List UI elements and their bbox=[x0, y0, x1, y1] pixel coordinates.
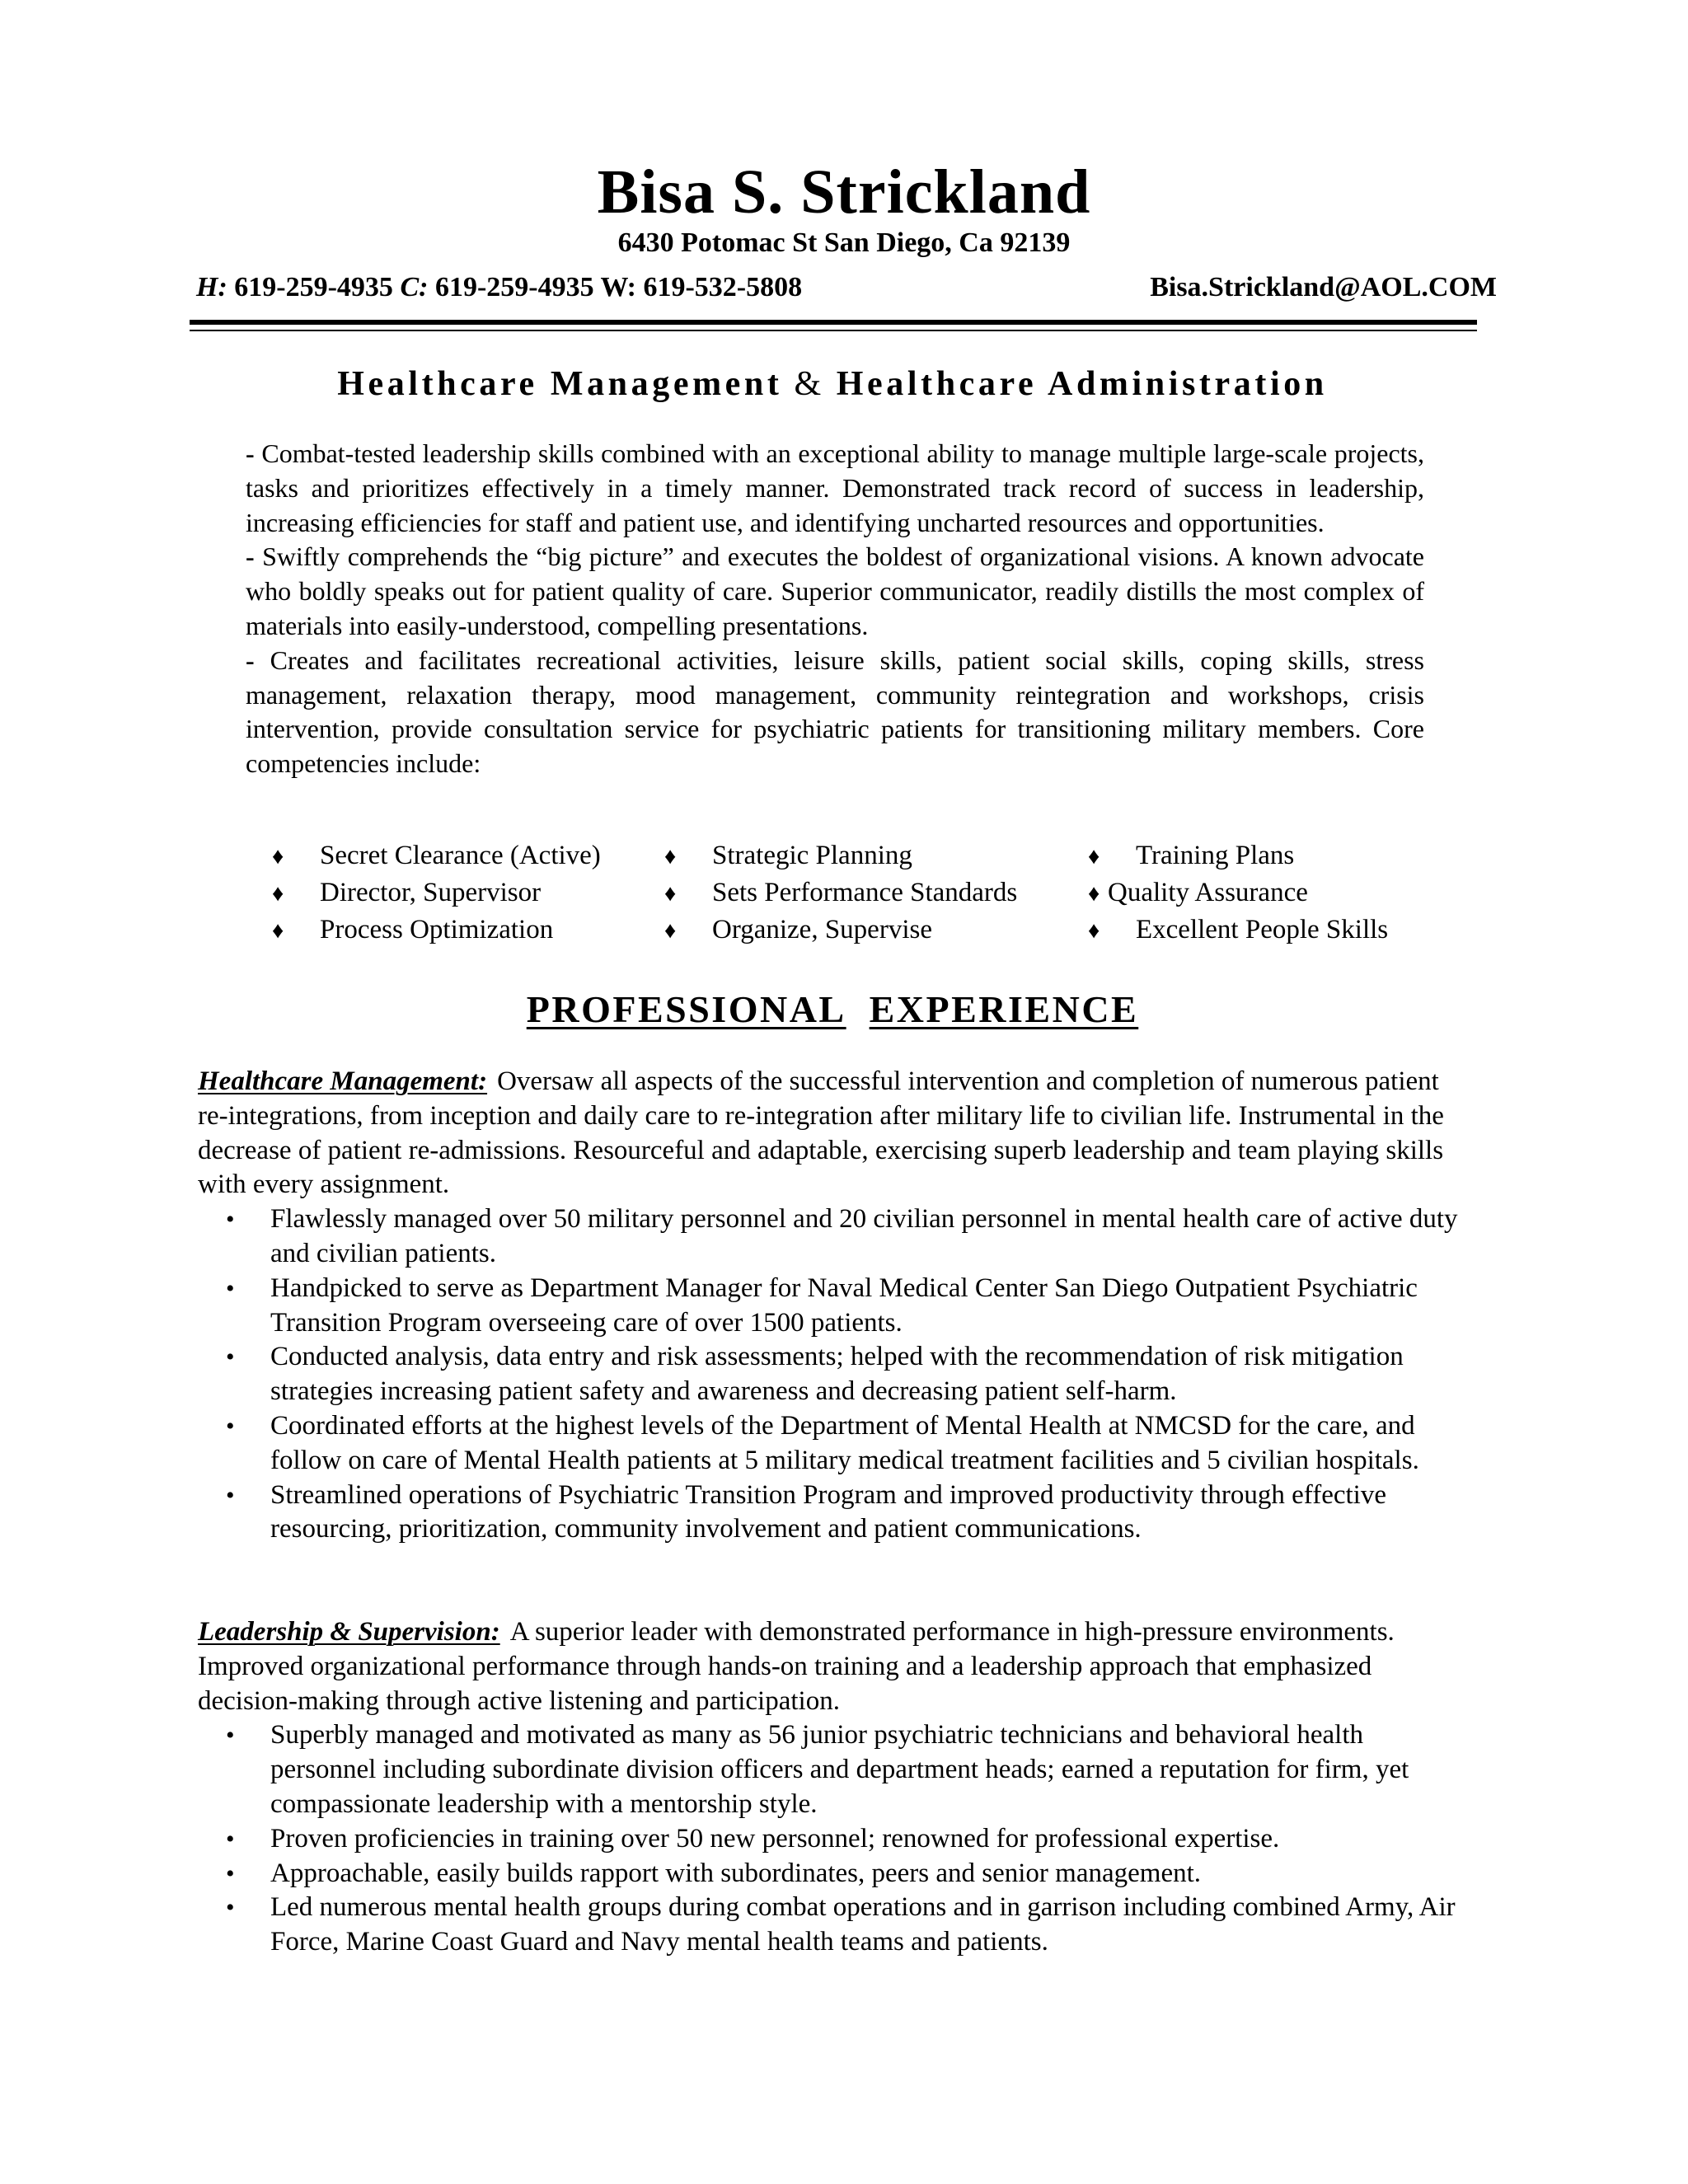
summary-paragraph bbox=[246, 540, 1424, 643]
bullet-icon: • bbox=[226, 1274, 235, 1302]
competency-label: Quality Assurance bbox=[1108, 878, 1308, 907]
bullet-icon: • bbox=[226, 1859, 235, 1887]
experience-bullets bbox=[198, 1718, 1467, 1960]
competency-item bbox=[272, 874, 541, 912]
summary-text: Combat-tested leadership skills combined with an exceptional ability to manage multiple large-scale projects, tasks and prioritizes effectively in a timely manner. Demonstrated track record of success in leadership, increasing efficiencies for staff and patient use, and identifying uncharted resources and opportunities. bbox=[246, 438, 1425, 537]
competency-label: Director, Supervisor bbox=[320, 878, 542, 907]
cell-phone-label: C: bbox=[400, 272, 429, 302]
competency-row bbox=[272, 874, 1451, 912]
experience-bullets bbox=[198, 1202, 1467, 1547]
cell-phone: 619-259-4935 bbox=[434, 272, 594, 302]
competency-item bbox=[664, 912, 932, 949]
diamond-bullet-icon: ♦ bbox=[664, 881, 677, 907]
list-item bbox=[198, 1479, 1467, 1548]
bullet-text: Led numerous mental health groups during combat operations and in garrison including combined Army, Air Force, Marine Coast Guard and Navy mental health teams and patients. bbox=[270, 1892, 1456, 1957]
experience-intro bbox=[198, 1065, 1467, 1202]
headline-left: Healthcare Management bbox=[337, 365, 783, 403]
home-phone-label: H: bbox=[196, 272, 227, 302]
list-item bbox=[198, 1409, 1467, 1479]
headline-right: Healthcare Administration bbox=[836, 365, 1328, 403]
experience-block-healthcare-management bbox=[198, 1065, 1467, 1547]
diamond-bullet-icon: ♦ bbox=[664, 844, 677, 869]
competency-item bbox=[1088, 874, 1308, 912]
experience-intro-text: A superior leader with demonstrated performance in high-pressure environments. Improved organizational performance through hands-on training and a leadership approach that emphasized decision-making through active listening and participation. bbox=[198, 1617, 1395, 1716]
experience-block-leadership-supervision bbox=[198, 1615, 1467, 1960]
list-item bbox=[198, 1718, 1467, 1821]
headline-ampersand: & bbox=[794, 365, 825, 403]
core-competencies bbox=[272, 837, 1451, 949]
competency-item bbox=[272, 912, 553, 949]
bullet-icon: • bbox=[226, 1206, 235, 1234]
experience-intro bbox=[198, 1615, 1467, 1718]
bullet-icon: • bbox=[226, 1343, 235, 1371]
competency-row bbox=[272, 837, 1451, 874]
section-title-word: PROFESSIONAL bbox=[526, 988, 846, 1030]
list-item bbox=[198, 1891, 1467, 1960]
experience-heading: Healthcare Management: bbox=[198, 1066, 488, 1096]
competency-label: Process Optimization bbox=[320, 915, 554, 944]
bullet-text: Approachable, easily builds rapport with subordinates, peers and senior management. bbox=[270, 1858, 1202, 1888]
bullet-text: Streamlined operations of Psychiatric Transition Program and improved productivity through effective resourcing, prioritization, community involvement and patient communications. bbox=[270, 1479, 1386, 1544]
bullet-icon: • bbox=[226, 1825, 235, 1853]
competency-label: Strategic Planning bbox=[712, 841, 912, 870]
summary-paragraph bbox=[246, 644, 1424, 781]
diamond-bullet-icon: ♦ bbox=[664, 918, 677, 944]
summary-text: Creates and facilitates recreational activities, leisure skills, patient social skills, coping skills, stress management, relaxation therapy, mood management, community reintegration and workshops, crisis intervention, provide consultation service for psychiatric patients for transitioning military members. Core competencies include: bbox=[246, 644, 1425, 779]
section-title-word: EXPERIENCE bbox=[869, 988, 1139, 1030]
list-item bbox=[198, 1202, 1467, 1272]
diamond-bullet-icon: ♦ bbox=[1088, 844, 1100, 869]
diamond-bullet-icon: ♦ bbox=[272, 844, 284, 869]
competency-row bbox=[272, 912, 1451, 949]
bullet-icon: • bbox=[226, 1412, 235, 1440]
list-item bbox=[198, 1857, 1467, 1891]
professional-headline bbox=[0, 361, 1665, 407]
competency-item bbox=[272, 837, 601, 875]
phone-line bbox=[196, 269, 802, 306]
summary-paragraph bbox=[246, 437, 1424, 540]
competency-label: Training Plans bbox=[1136, 841, 1295, 870]
diamond-bullet-icon: ♦ bbox=[1088, 881, 1100, 907]
experience-intro-text: Oversaw all aspects of the successful intervention and completion of numerous patient re-integrations, from inception and daily care to re-integration after military life to civilian life. Instrumental in the decrease of patient re-admissions. Resourceful and adaptable, exercising superb leadership and team playing skills with every assignment. bbox=[198, 1066, 1444, 1200]
bullet-text: Conducted analysis, data entry and risk assessments; helped with the recommendation of risk mitigation strategies increasing patient safety and awareness and decreasing patient self-harm. bbox=[270, 1342, 1404, 1407]
address: 6430 Potomac St San Diego, Ca 92139 bbox=[617, 227, 1071, 258]
summary-dash: - bbox=[246, 644, 255, 675]
bullet-text: Flawlessly managed over 50 military personnel and 20 civilian personnel in mental health care of active duty and civilian patients. bbox=[270, 1204, 1458, 1268]
diamond-bullet-icon: ♦ bbox=[272, 918, 284, 944]
competency-item bbox=[1088, 837, 1294, 875]
work-phone-label: W: bbox=[600, 272, 636, 302]
header-divider-thick bbox=[190, 320, 1477, 325]
bullet-text: Superbly managed and motivated as many as 56 junior psychiatric technicians and behavioral health personnel including subordinate division officers and department heads; earned a reputation for firm, yet compassionate leadership with a mentorship style. bbox=[270, 1720, 1409, 1819]
header-divider-thin bbox=[190, 330, 1477, 331]
competency-item bbox=[1088, 912, 1388, 949]
competency-item bbox=[664, 874, 1017, 912]
list-item bbox=[198, 1822, 1467, 1857]
competency-item bbox=[664, 837, 912, 875]
summary-dash: - bbox=[246, 438, 255, 468]
home-phone: 619-259-4935 bbox=[234, 272, 393, 302]
experience-heading: Leadership & Supervision: bbox=[198, 1617, 500, 1647]
work-phone: 619-532-5808 bbox=[643, 272, 803, 302]
bullet-text: Coordinated efforts at the highest levels of the Department of Mental Health at NMCSD for the care, and follow on care of Mental Health patients at 5 military medical treatment facilities and 5 civilian hospitals. bbox=[270, 1410, 1419, 1475]
bullet-icon: • bbox=[226, 1481, 235, 1509]
diamond-bullet-icon: ♦ bbox=[272, 881, 284, 907]
summary-text: Swiftly comprehends the “big picture” and executes the boldest of organizational visions. A known advocate who boldly speaks out for patient quality of care. Superior communicator, readily distills the most complex of materials into easily-understood, compelling presentations. bbox=[246, 541, 1425, 640]
diamond-bullet-icon: ♦ bbox=[1088, 918, 1100, 944]
list-item bbox=[198, 1340, 1467, 1409]
summary-section bbox=[246, 437, 1424, 781]
competency-label: Sets Performance Standards bbox=[712, 878, 1018, 907]
bullet-text: Proven proficiencies in training over 50 new personnel; renowned for professional expertise. bbox=[270, 1823, 1280, 1854]
competency-label: Excellent People Skills bbox=[1136, 915, 1389, 944]
section-title-professional-experience bbox=[0, 985, 1665, 1034]
bullet-text: Handpicked to serve as Department Manager for Naval Medical Center San Diego Outpatient Psychiatric Transition Program overseeing care of over 1500 patients. bbox=[270, 1272, 1418, 1338]
competency-label: Secret Clearance (Active) bbox=[320, 841, 601, 870]
competency-label: Organize, Supervise bbox=[712, 915, 932, 944]
bullet-icon: • bbox=[226, 1722, 235, 1750]
candidate-name: Bisa S. Strickland bbox=[597, 157, 1091, 227]
bullet-icon: • bbox=[226, 1894, 235, 1922]
summary-dash: - bbox=[246, 541, 255, 572]
list-item bbox=[198, 1272, 1467, 1341]
email-address: Bisa.Strickland@AOL.COM bbox=[1150, 272, 1497, 302]
